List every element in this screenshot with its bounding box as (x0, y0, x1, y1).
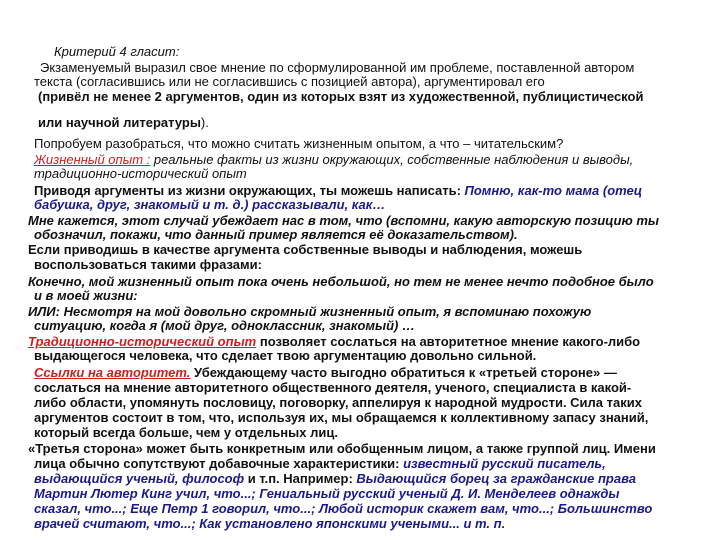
authority-line-2: сослаться на мнение авторитетного общественного деятеля, ученого, специалиста в какой- (34, 380, 632, 395)
para-1-example-1: Помню, как-то мама (отец (464, 183, 643, 198)
third-party-line-6: врачей считают, что...; Как установлено японскими учеными... и т. п. (34, 516, 506, 531)
third-party-line-1: «Третья сторона» может быть конкретным или обобщенным лицом, а также группой лиц. Имени (28, 441, 656, 456)
authority-line-1 (34, 365, 617, 381)
life-experience-def-1: реальные факты из жизни окружающих, собственные наблюдения и выводы, (150, 152, 634, 167)
para-5-line-2: ситуацию, когда я (мой друг, одноклассник, знакомый) … (34, 318, 415, 333)
third-party-line-3 (34, 471, 636, 487)
third-party-line-2-plain: лица обычно сопутствуют добавочные характеристики: (34, 456, 404, 471)
criterion-title: Критерий 4 гласит: (54, 44, 180, 59)
para-4-line-1: Конечно, мой жизненный опыт пока очень небольшой, но тем не менее нечто подобное было (28, 274, 654, 289)
third-party-line-4: Мартин Лютер Кинг учил, что...; Гениальный русский ученый Д. И. Менделеев однажды (34, 486, 620, 501)
third-party-line-2-blue: известный русский писатель, (403, 456, 606, 471)
third-party-line-5: сказал, что...; Еще Петр 1 говорил, что...; Любой историк скажет вам, что...; Большинство (34, 501, 653, 516)
life-experience-def-2: традиционно-исторический опыт (34, 166, 247, 181)
tradition-line-2: выдающегося человека, что сделает твою аргументацию довольно сильной. (34, 348, 537, 363)
authority-line-1-tail: Убеждающему часто выгодно обратиться к «третьей стороне» — (190, 365, 617, 380)
third-party-line-3-blue: выдающийся ученый, философ (34, 471, 245, 486)
tradition-term: Традиционно-исторический опыт (28, 334, 257, 349)
para-1-lead: Приводя аргументы из жизни окружающих, ты можешь написать: (34, 183, 465, 198)
third-party-line-3-plain: и т.п. Например: (244, 471, 357, 486)
criterion-line-4-tail: ). (200, 115, 209, 130)
authority-term: Ссылки на авторитет. (34, 365, 191, 380)
criterion-line-4-bold: или научной литературы (38, 115, 201, 130)
criterion-line-3: (привёл не менее 2 аргументов, один из которых взят из художественной, публицистической (38, 89, 644, 104)
third-party-line-2 (34, 456, 606, 472)
third-party-line-3-blue-2: Выдающийся борец за гражданские права (356, 471, 637, 486)
life-experience-term: Жизненный опыт : (34, 152, 151, 167)
authority-line-5: который всегда больше, чем у отдельных лиц. (34, 425, 338, 440)
para-2-line-1: Мне кажется, этот случай убеждает нас в том, что (вспомни, какую авторскую позицию ты (28, 213, 659, 228)
para-3-line-2: воспользоваться такими фразами: (34, 257, 262, 272)
para-2-line-2: обозначил, покажи, что данный пример является её доказательством). (34, 227, 518, 242)
para-5-line-1: ИЛИ: Несмотря на мой довольно скромный жизненный опыт, я вспоминаю похожую (28, 304, 592, 319)
criterion-line-2: текста (согласившись или не согласившись с позицией автора), аргументировал его (34, 74, 545, 89)
tradition-line-1-tail: позволяет сослаться на авторитетное мнение какого-либо (256, 334, 641, 349)
criterion-line-4 (38, 115, 209, 131)
intro-question: Попробуем разобраться, что можно считать жизненным опытом, а что – читательским? (34, 136, 564, 151)
authority-line-4: аргументов состоит в том, что, используя их, мы обращаемся к коллективному запасу знаний, (34, 410, 649, 425)
para-3-line-1: Если приводишь в качестве аргумента собственные выводы и наблюдения, можешь (28, 242, 583, 257)
criterion-line-1: Экзаменуемый выразил свое мнение по сформулированной им проблеме, поставленной автором (40, 60, 635, 75)
authority-line-3: либо области, упомянуть пословицу, поговорку, аппелируя к народной мудрости. Сила таких (34, 395, 642, 410)
para-4-line-2: и в моей жизни: (34, 288, 138, 303)
para-1-example-2: бабушка, друг, знакомый и т. д.) рассказывали, как… (34, 197, 386, 212)
